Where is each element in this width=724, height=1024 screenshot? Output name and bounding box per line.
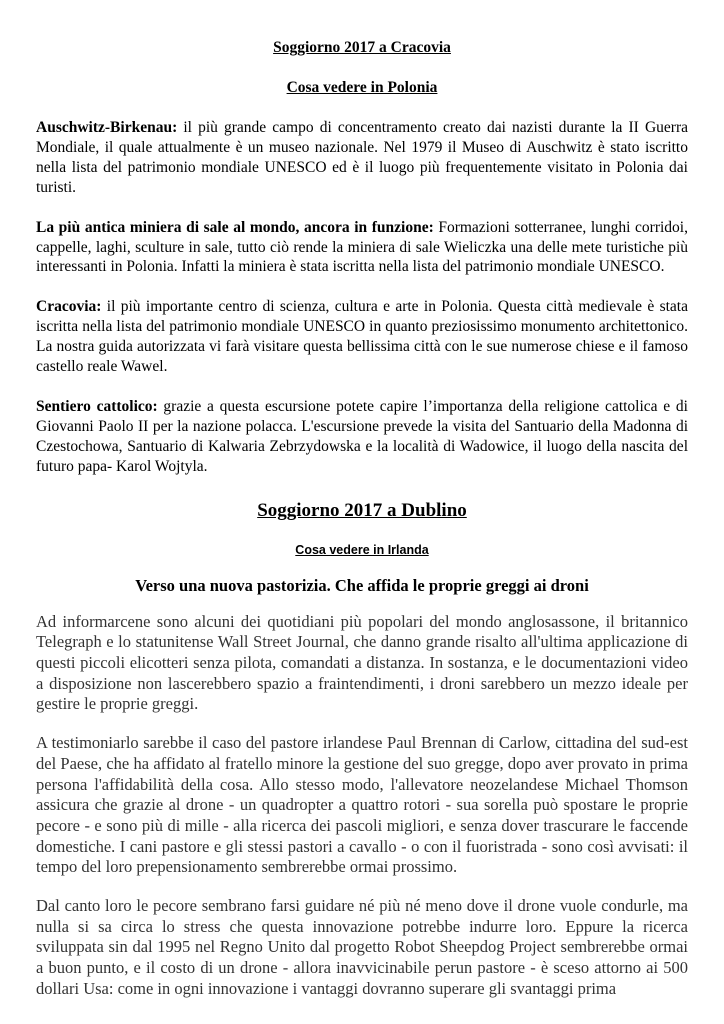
paragraph-lead: Sentiero cattolico: [36,397,158,415]
paragraph-text: il più importante centro di scienza, cultura e arte in Polonia. Questa città medievale è stata iscritta nella lista del patrimonio mondiale UNESCO in quanto preziosissimo monumento architettonico. La nostra guida autorizzata vi farà visitare questa bellissima città con le sue numerose chiese e il famoso castello reale Wawel. [36,298,688,376]
paragraph-lead: Cracovia: [36,298,102,316]
article-headline: Verso una nuova pastorizia. Che affida le proprie greggi ai droni [135,575,589,595]
paragraph-text: grazie a questa escursione potete capire l’importanza della religione cattolica e di Giovanni Paolo II per la nazione polacca. L'escursione prevede la visita del Santuario della Madonna di Czestochowa, Santuario di Kalwaria Zebrzydowska e la località di Wadowice, il luogo della nascita del futuro papa- Karol Wojtyla. [36,397,688,475]
section-title-cracovia: Soggiorno 2017 a Cracovia [273,39,451,56]
section-subtitle-polonia: Cosa vedere in Polonia [286,79,438,96]
paragraph-text: il più grande campo di concentramento creato dai nazisti durante la II Guerra Mondiale, il quale attualmente è un museo nazionale. Nel 1979 il Museo di Auschwitz è stato iscritto nella lista del patrimonio mondiale UNESCO ed è il luogo più frequentemente visitato in Polonia dai turisti. [36,119,688,196]
paragraph-cracovia [36,297,688,377]
article-paragraph: Dal canto loro le pecore sembrano farsi guidare né più né meno dove il drone vuole condurle, ma nulla si sa circa lo stress che questa innovazione potrebbe indurre loro. Eppure la ricerca sviluppata sin dal 1995 nel Regno Unito dal progetto Robot Sheepdog Project sembrerebbe ormai a buon punto, e il costo di un drone - allora inavvicinabile perun pastore - è sceso attorno ai 500 dollari Usa: come in ogni innovazione i vantaggi dovranno superare gli svantaggi prima [36,896,688,998]
article-paragraph: Ad informarcene sono alcuni dei quotidiani più popolari del mondo anglosassone, il britannico Telegraph e lo statunitense Wall Street Journal, che danno grande risalto all'ultima applicazione di questi piccoli elicotteri senza pilota, comandati a distanza. In sostanza, e le documentazioni video a disposizione non lascerebbero spazio a fraintendimenti, i droni sarebbero un mezzo ideale per gestire le proprie greggi. [36,611,688,714]
section-subtitle-irlanda: Cosa vedere in Irlanda [295,542,429,557]
paragraph-miniera [36,218,688,278]
document-page [36,30,688,1000]
section-title-dublino: Soggiorno 2017 a Dublino [257,499,467,521]
paragraph-lead: Auschwitz-Birkenau: [36,119,178,136]
paragraph-auschwitz [36,118,688,198]
article-paragraph: A testimoniarlo sarebbe il caso del pastore irlandese Paul Brennan di Carlow, cittadina del sud-est del Paese, che ha affidato al fratello minore la gestione del suo gregge, dopo aver provato in prima persona l'affidabilità della cosa. Allo stesso modo, l'allevatore neozelandese Michael Thomson assicura che grazie al drone - un quadropter a quattro rotori - sua sorella può spostare le proprie pecore - e sono più di mille - alla ricerca dei pascoli migliori, e senza dover trascurare le faccende domestiche. I cani pastore e gli stessi pastori a cavallo - o con il fuoristrada - sono così avvisati: il tempo del loro prepensionamento sembrerebbe ormai prossimo. [36,733,688,877]
paragraph-lead: La più antica miniera di sale al mondo, ancora in funzione: [36,218,434,236]
paragraph-sentiero [36,397,688,477]
paragraph-text: Formazioni sotterranee, lunghi corridoi, cappelle, laghi, sculture in sale, tutto ciò rende la miniera di sale Wieliczka una delle mete turistiche più interessanti in Polonia. Infatti la miniera è stata iscritta nella lista del patrimonio mondiale UNESCO. [36,218,688,276]
